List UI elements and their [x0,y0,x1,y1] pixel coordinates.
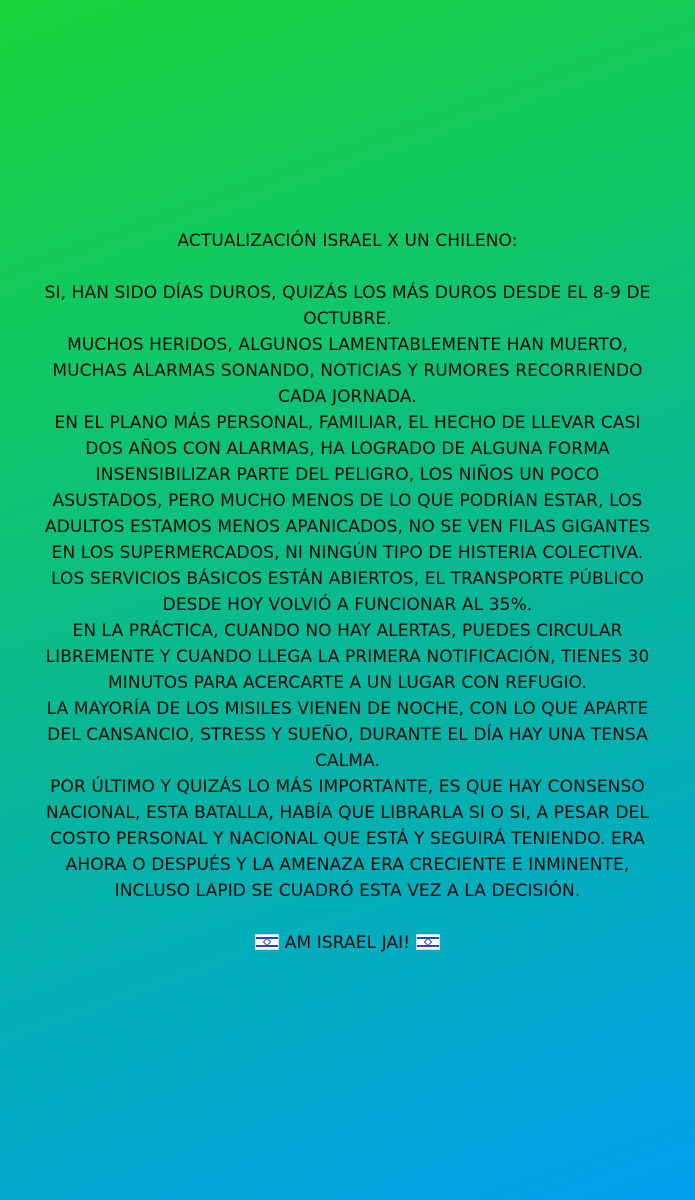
story-line: CADA JORNADA. [278,387,417,407]
story-line: ASUSTADOS, PERO MUCHO MENOS DE LO QUE PODRÍAN ESTAR, LOS [52,491,643,511]
story-body [14,280,681,904]
story-line: MUCHOS HERIDOS, ALGUNOS LAMENTABLEMENTE HAN MUERTO, [67,335,628,355]
story-text [14,228,681,956]
story-line: EN LOS SUPERMERCADOS, NI NINGÚN TIPO DE HISTERIA COLECTIVA. [51,543,644,563]
story-line: NACIONAL, ESTA BATALLA, HABÍA QUE LIBRARLA SI O SI, A PESAR DEL [46,803,649,823]
story-line: CALMA. [315,751,380,771]
story-line: MINUTOS PARA ACERCARTE A UN LUGAR CON REFUGIO. [108,673,587,693]
story-line: MUCHAS ALARMAS SONANDO, NOTICIAS Y RUMORES RECORRIENDO [52,361,643,381]
story-line: EN EL PLANO MÁS PERSONAL, FAMILIAR, EL HECHO DE LLEVAR CASI [54,413,641,433]
story-line: INSENSIBILIZAR PARTE DEL PELIGRO, LOS NIÑOS UN POCO [95,465,600,485]
story-line: INCLUSO LAPID SE CUADRÓ ESTA VEZ A LA DECISIÓN. [114,881,581,901]
story-line: LOS SERVICIOS BÁSICOS ESTÁN ABIERTOS, EL TRANSPORTE PÚBLICO [51,569,644,589]
story-line: COSTO PERSONAL Y NACIONAL QUE ESTÁ Y SEGUIRÁ TENIENDO. ERA [50,829,645,849]
closing-text: AM ISRAEL JAI! [284,933,411,953]
story-line: DEL CANSANCIO, STRESS Y SUEÑO, DURANTE EL DÍA HAY UNA TENSA [47,725,648,745]
story-line: OCTUBRE. [303,309,392,329]
story-line: LIBREMENTE Y CUANDO LLEGA LA PRIMERA NOTIFICACIÓN, TIENES 30 [45,647,650,667]
story-line: DOS AÑOS CON ALARMAS, HA LOGRADO DE ALGUNA FORMA [85,439,610,459]
story-line: AHORA O DESPUÉS Y LA AMENAZA ERA CRECIENTE E INMINENTE, [65,855,630,875]
story-line: LA MAYORÍA DE LOS MISILES VIENEN DE NOCHE, CON LO QUE APARTE [46,699,649,719]
story-title: ACTUALIZACIÓN ISRAEL X UN CHILENO: [177,231,518,251]
story-closing [14,930,681,956]
story-line: SI, HAN SIDO DÍAS DUROS, QUIZÁS LOS MÁS DUROS DESDE EL 8-9 DE [44,283,651,303]
israel-flag-icon [255,934,279,950]
story-line: POR ÚLTIMO Y QUIZÁS LO MÁS IMPORTANTE, ES QUE HAY CONSENSO [50,777,645,797]
story-line: EN LA PRÁCTICA, CUANDO NO HAY ALERTAS, PUEDES CIRCULAR [72,621,623,641]
story-line: DESDE HOY VOLVIÓ A FUNCIONAR AL 35%. [162,595,533,615]
israel-flag-icon [416,934,440,950]
story-line: ADULTOS ESTAMOS MENOS APANICADOS, NO SE VEN FILAS GIGANTES [45,517,650,537]
